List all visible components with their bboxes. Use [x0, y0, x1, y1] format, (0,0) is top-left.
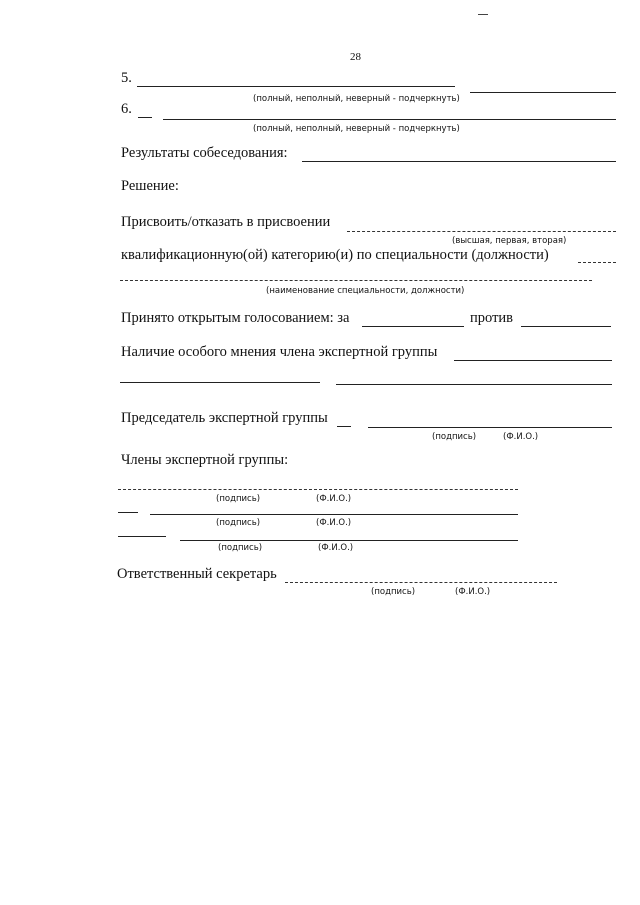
page-number: 28 — [350, 51, 361, 63]
specialty-hint: (наименование специальности, должности) — [266, 286, 465, 296]
item-5-hint: (полный, неполный, неверный - подчеркнуть) — [253, 94, 460, 104]
member-1-sign-hint: (подпись) — [216, 494, 261, 504]
interview-line[interactable] — [302, 161, 616, 162]
voting-label: Принято открытым голосованием: за — [121, 310, 350, 326]
item-6-label: 6. — [121, 101, 132, 117]
category-line[interactable] — [347, 231, 616, 232]
members-label: Члены экспертной группы: — [121, 452, 289, 468]
qualification-line-end[interactable] — [578, 262, 616, 263]
secretary-name-hint: (Ф.И.О.) — [455, 587, 491, 597]
against-label: против — [470, 310, 514, 326]
member-1-name-hint: (Ф.И.О.) — [316, 494, 352, 504]
item-5-line-b[interactable] — [470, 92, 616, 93]
member-2-line-a[interactable] — [118, 512, 138, 513]
item-5-line-a[interactable] — [137, 86, 455, 87]
chairman-line-b[interactable] — [368, 427, 612, 428]
chairman-sign-hint: (подпись) — [432, 432, 477, 442]
member-2-sign-hint: (подпись) — [216, 518, 261, 528]
opinion-line-a[interactable] — [454, 360, 612, 361]
member-3-sign-hint: (подпись) — [218, 543, 263, 553]
assign-label: Присвоить/отказать в присвоении — [121, 214, 331, 230]
top-mark — [478, 14, 488, 15]
member-3-line-a[interactable] — [118, 536, 166, 537]
opinion-label: Наличие особого мнения члена экспертной группы — [121, 344, 438, 360]
decision-label: Решение: — [121, 178, 179, 194]
votes-against-line[interactable] — [521, 326, 611, 327]
item-6-line-b[interactable] — [163, 119, 616, 120]
secretary-sign-hint: (подпись) — [371, 587, 416, 597]
chairman-line-a[interactable] — [337, 426, 351, 427]
opinion-line-b[interactable] — [120, 382, 320, 383]
chairman-name-hint: (Ф.И.О.) — [503, 432, 539, 442]
item-6-hint: (полный, неполный, неверный - подчеркнуть) — [253, 124, 460, 134]
member-3-name-hint: (Ф.И.О.) — [318, 543, 354, 553]
member-1-line[interactable] — [118, 489, 518, 490]
member-3-line-b[interactable] — [180, 540, 518, 541]
secretary-label: Ответственный секретарь — [117, 566, 277, 582]
opinion-line-c[interactable] — [336, 384, 612, 385]
secretary-line[interactable] — [285, 582, 557, 583]
votes-for-line[interactable] — [362, 326, 464, 327]
qualification-label: квалификационную(ой) категорию(и) по специальности (должности) — [121, 247, 549, 263]
item-5-label: 5. — [121, 70, 132, 86]
interview-label: Результаты собеседования: — [121, 145, 288, 161]
member-2-name-hint: (Ф.И.О.) — [316, 518, 352, 528]
chairman-label: Председатель экспертной группы — [121, 410, 328, 426]
category-hint: (высшая, первая, вторая) — [452, 236, 567, 246]
member-2-line-b[interactable] — [150, 514, 518, 515]
specialty-line[interactable] — [120, 280, 592, 281]
item-6-line-a[interactable] — [138, 117, 152, 118]
